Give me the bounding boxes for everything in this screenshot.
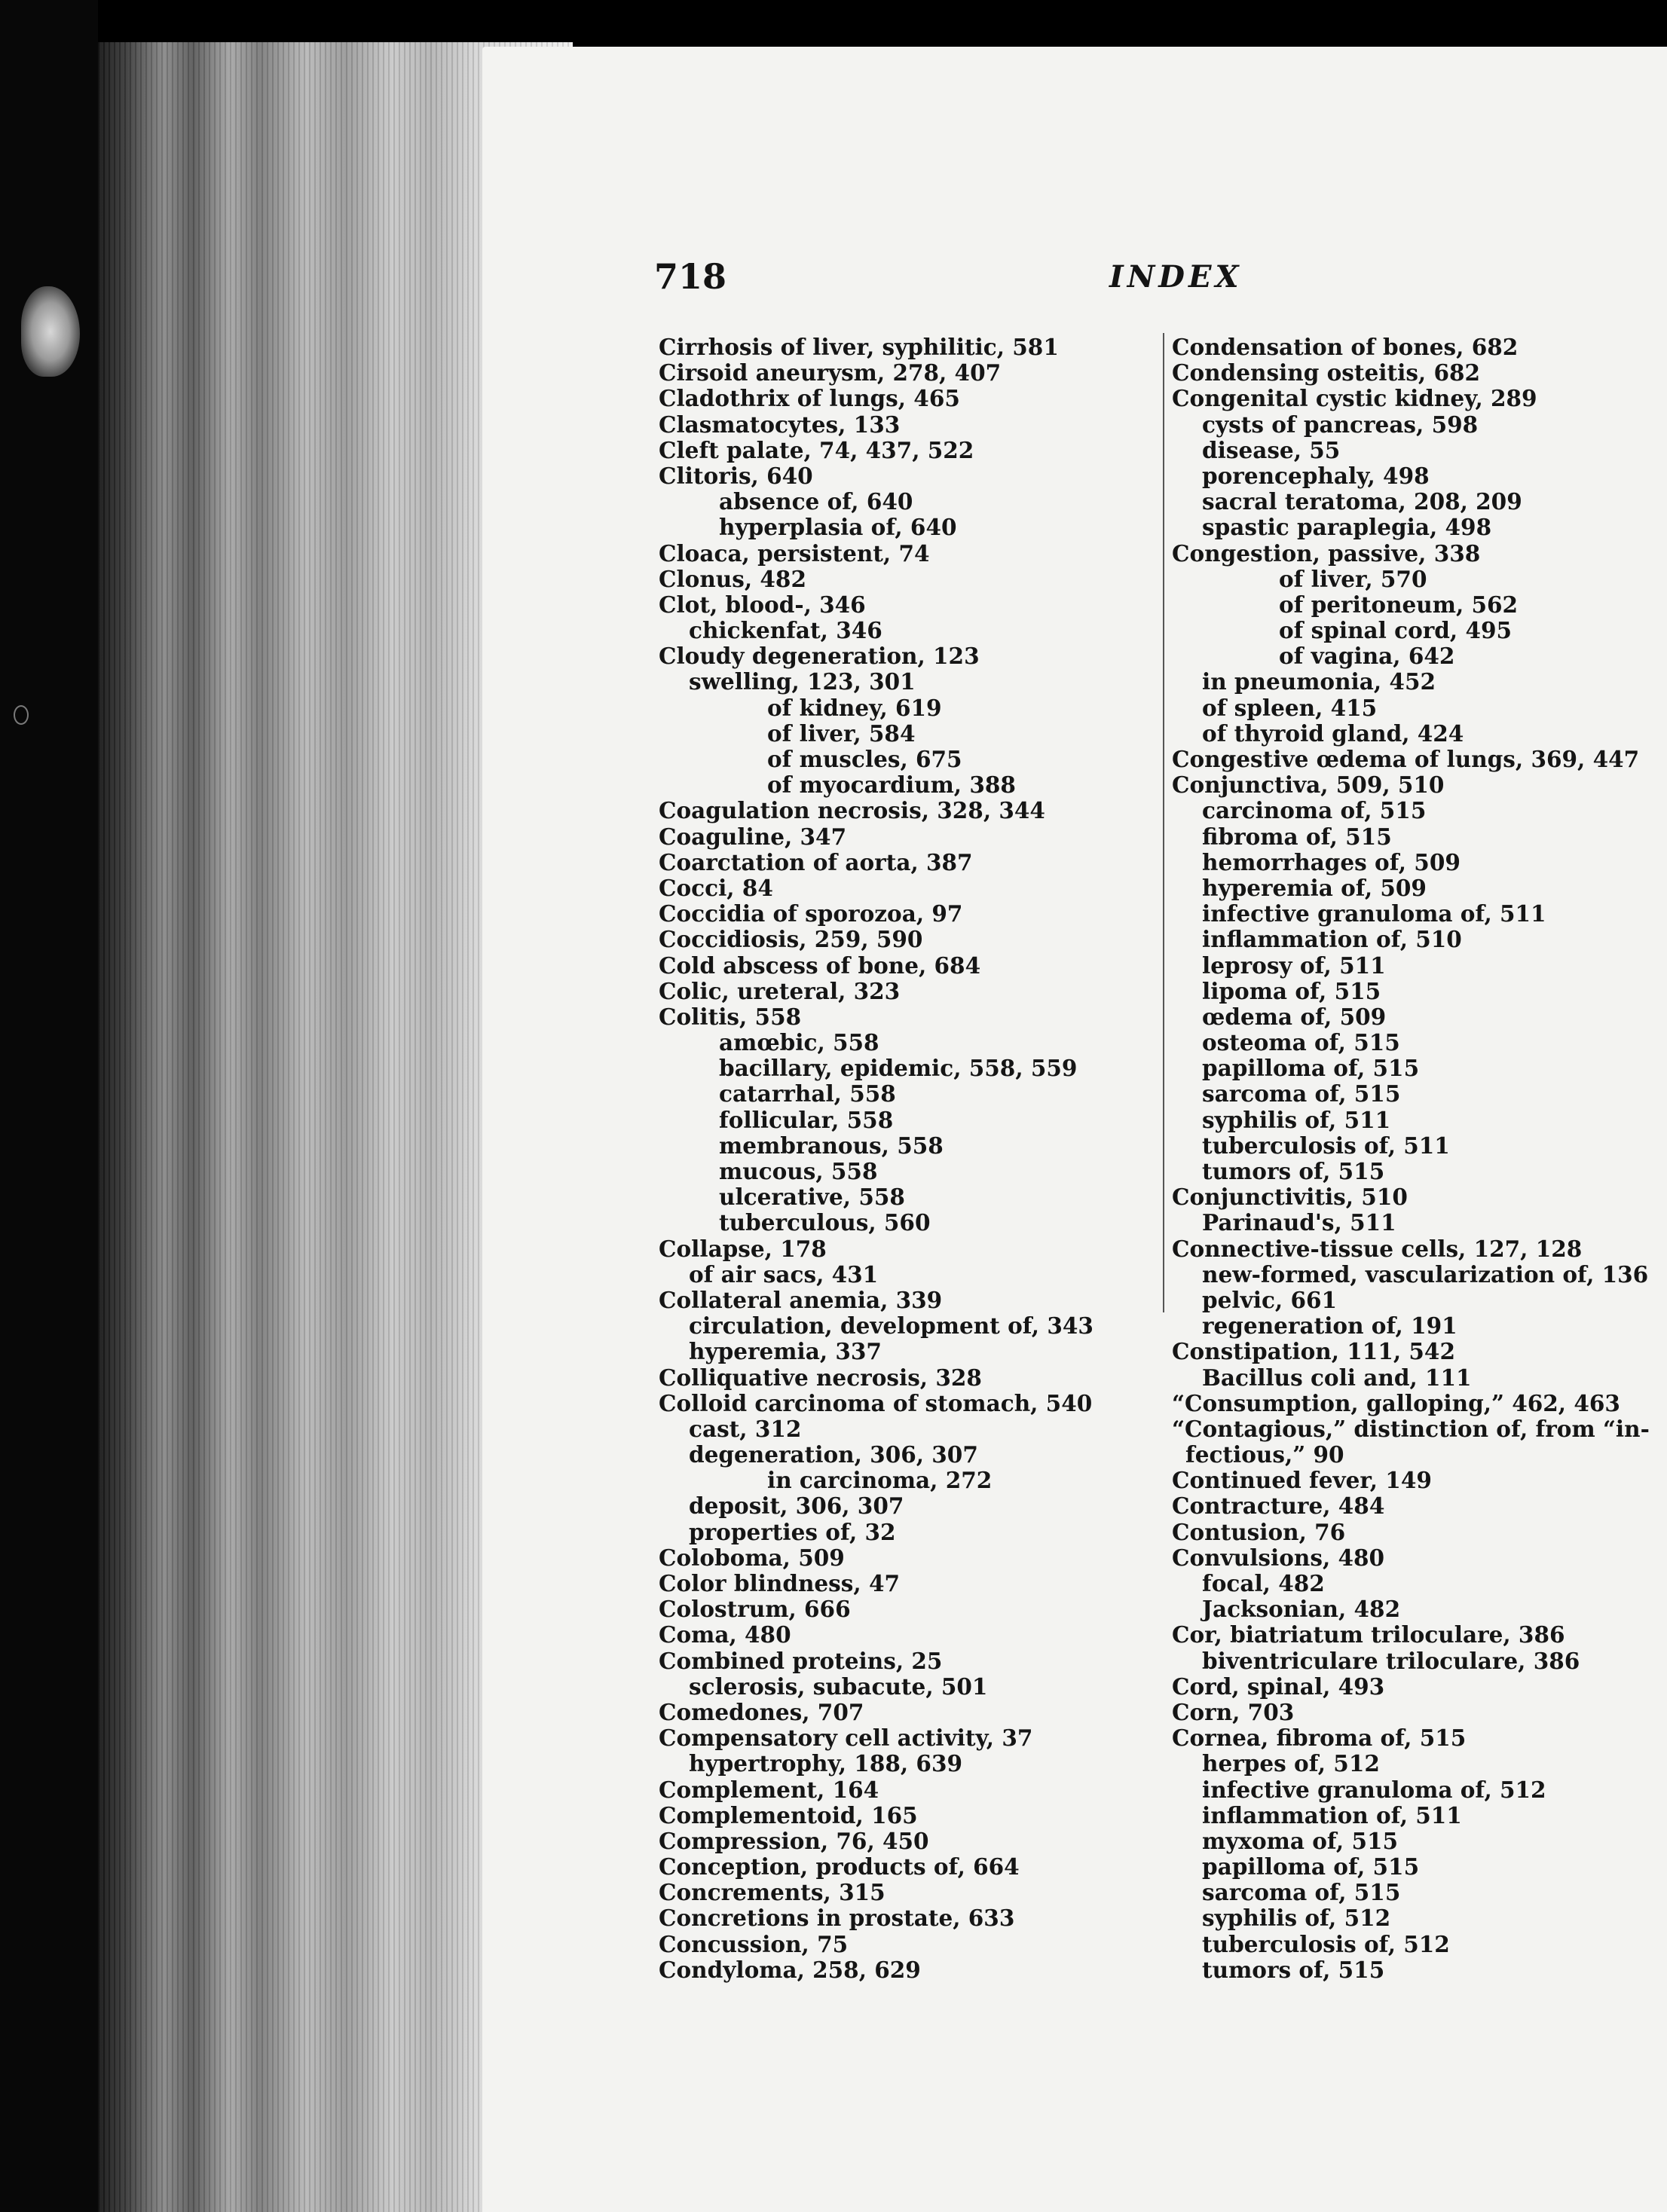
index-entry: Coaguline, 347 (659, 823, 847, 850)
index-entry: Coagulation necrosis, 328, 344 (659, 797, 1045, 824)
index-entry: spastic paraplegia, 498 (1202, 514, 1492, 541)
index-entry: cysts of pancreas, 598 (1202, 411, 1479, 438)
index-entry: Corn, 703 (1172, 1698, 1295, 1725)
index-entry: Cold abscess of bone, 684 (659, 952, 981, 979)
index-entry: Cord, spinal, 493 (1172, 1673, 1385, 1700)
index-entry: hyperemia, 337 (689, 1338, 882, 1365)
index-entry: Coccidia of sporozoa, 97 (659, 900, 963, 927)
index-entry: Congestive œdema of lungs, 369, 447 (1172, 746, 1640, 772)
index-entry: Clot, blood-, 346 (659, 591, 866, 618)
index-entry: of air sacs, 431 (689, 1260, 879, 1288)
index-entry: hyperemia of, 509 (1202, 874, 1427, 901)
index-entry: tuberculosis of, 511 (1202, 1132, 1450, 1159)
index-entry: sacral teratoma, 208, 209 (1202, 488, 1522, 515)
index-entry: Concrements, 315 (659, 1879, 885, 1906)
index-entry: biventriculare triloculare, 386 (1202, 1647, 1580, 1674)
index-entry: of liver, 584 (767, 720, 916, 747)
index-entry: myxoma of, 515 (1202, 1827, 1399, 1854)
index-entry: Conjunctivitis, 510 (1172, 1184, 1408, 1211)
index-entry: Cladothrix of lungs, 465 (659, 385, 960, 412)
index-entry: hemorrhages of, 509 (1202, 848, 1461, 875)
index-entry: Clitoris, 640 (659, 462, 813, 489)
index-entry: properties of, 32 (689, 1518, 896, 1545)
index-entry: papilloma of, 515 (1202, 1055, 1420, 1082)
index-entry: circulation, development of, 343 (689, 1312, 1093, 1340)
index-entry: pelvic, 661 (1202, 1286, 1338, 1313)
index-entry: degeneration, 306, 307 (689, 1441, 978, 1468)
index-entry: infective granuloma of, 511 (1202, 900, 1546, 927)
index-entry: mucous, 558 (719, 1158, 878, 1184)
index-entry: infective granuloma of, 512 (1202, 1776, 1546, 1803)
page-number: 718 (654, 256, 727, 297)
index-entry: tumors of, 515 (1202, 1956, 1385, 1983)
index-entry: herpes of, 512 (1202, 1750, 1380, 1777)
index-entry: Contracture, 484 (1172, 1492, 1385, 1520)
index-entry: tuberculous, 560 (719, 1209, 931, 1236)
index-entry: of thyroid gland, 424 (1202, 720, 1464, 747)
index-entry: hyperplasia of, 640 (719, 514, 957, 541)
index-entry: hypertrophy, 188, 639 (689, 1750, 963, 1777)
index-column-left (659, 335, 1186, 1983)
index-entry: sarcoma of, 515 (1202, 1080, 1401, 1108)
index-entry: Cleft palate, 74, 437, 522 (659, 436, 974, 463)
book-page (482, 47, 1667, 2212)
index-entry: Color blindness, 47 (659, 1570, 900, 1596)
index-entry: Cirsoid aneurysm, 278, 407 (659, 359, 1002, 386)
index-entry: catarrhal, 558 (719, 1080, 896, 1108)
index-entry: Conception, products of, 664 (659, 1853, 1020, 1881)
index-entry: Concretions in prostate, 633 (659, 1905, 1015, 1932)
index-entry: Coccidiosis, 259, 590 (659, 926, 923, 953)
index-entry: porencephaly, 498 (1202, 462, 1430, 489)
index-entry: papilloma of, 515 (1202, 1853, 1420, 1881)
index-entry: of muscles, 675 (767, 746, 962, 772)
index-entry: fibroma of, 515 (1202, 823, 1392, 850)
index-entry: ulcerative, 558 (719, 1184, 905, 1211)
index-entry: Cornea, fibroma of, 515 (1172, 1725, 1467, 1752)
index-entry: “Consumption, galloping,” 462, 463 (1172, 1389, 1620, 1416)
index-entry: Clasmatocytes, 133 (659, 411, 901, 438)
running-head: INDEX (1109, 259, 1243, 295)
index-entry: Bacillus coli and, 111 (1202, 1364, 1472, 1391)
index-entry: “Contagious,” distinction of, from “in- (1172, 1415, 1650, 1442)
index-entry: Parinaud's, 511 (1202, 1209, 1396, 1236)
index-entry: Condensing osteitis, 682 (1172, 359, 1481, 386)
index-entry: Clonus, 482 (659, 565, 806, 592)
index-entry: of kidney, 619 (767, 694, 942, 721)
index-entry: Convulsions, 480 (1172, 1544, 1385, 1571)
index-entry: in carcinoma, 272 (767, 1467, 993, 1494)
index-entry: Coarctation of aorta, 387 (659, 848, 973, 875)
index-entry: Coma, 480 (659, 1621, 791, 1648)
index-entry: Condyloma, 258, 629 (659, 1956, 921, 1983)
index-entry: of vagina, 642 (1279, 643, 1455, 670)
index-entry: Conjunctiva, 509, 510 (1172, 771, 1445, 799)
index-entry: Cirrhosis of liver, syphilitic, 581 (659, 334, 1059, 360)
scan-blot-mark (21, 286, 80, 377)
index-entry: Jacksonian, 482 (1202, 1596, 1401, 1623)
index-column-right (1172, 335, 1665, 1983)
index-entry: Congenital cystic kidney, 289 (1172, 385, 1537, 412)
index-entry: Congestion, passive, 338 (1172, 539, 1481, 567)
index-entry: Collateral anemia, 339 (659, 1286, 943, 1313)
index-entry: Complementoid, 165 (659, 1801, 918, 1829)
index-entry: tumors of, 515 (1202, 1158, 1385, 1184)
index-entry: leprosy of, 511 (1202, 952, 1386, 979)
index-entry: Compression, 76, 450 (659, 1827, 929, 1854)
index-entry: Colostrum, 666 (659, 1596, 851, 1623)
index-entry: Concussion, 75 (659, 1930, 849, 1957)
index-entry: absence of, 640 (719, 488, 913, 515)
index-entry: tuberculosis of, 512 (1202, 1930, 1450, 1957)
index-entry: of peritoneum, 562 (1279, 591, 1519, 618)
index-entry: chickenfat, 346 (689, 617, 882, 644)
index-entry: bacillary, epidemic, 558, 559 (719, 1055, 1078, 1082)
index-entry: of myocardium, 388 (767, 771, 1016, 799)
index-entry: disease, 55 (1202, 436, 1341, 463)
index-entry: of spleen, 415 (1202, 694, 1378, 721)
index-entry: Coloboma, 509 (659, 1544, 845, 1571)
index-entry: deposit, 306, 307 (689, 1492, 904, 1520)
index-entry: amœbic, 558 (719, 1029, 879, 1056)
index-entry: Cloaca, persistent, 74 (659, 539, 930, 567)
index-entry: Complement, 164 (659, 1776, 879, 1803)
index-entry: syphilis of, 511 (1202, 1106, 1391, 1133)
index-entry: œdema of, 509 (1202, 1003, 1387, 1030)
index-entry: new-formed, vascularization of, 136 (1202, 1260, 1649, 1288)
index-entry: syphilis of, 512 (1202, 1905, 1391, 1932)
index-entry: osteoma of, 515 (1202, 1029, 1400, 1056)
index-entry: follicular, 558 (719, 1106, 894, 1133)
index-entry: Connective-tissue cells, 127, 128 (1172, 1235, 1583, 1262)
scan-ring-mark (14, 705, 29, 725)
index-entry: Combined proteins, 25 (659, 1647, 943, 1674)
index-entry: Cloudy degeneration, 123 (659, 643, 980, 670)
index-entry: of liver, 570 (1279, 565, 1427, 592)
index-entry: in pneumonia, 452 (1202, 668, 1436, 695)
index-entry: sclerosis, subacute, 501 (689, 1673, 988, 1700)
index-entry: Contusion, 76 (1172, 1518, 1346, 1545)
index-entry: swelling, 123, 301 (689, 668, 916, 695)
index-entry: carcinoma of, 515 (1202, 797, 1427, 824)
index-entry: Comedones, 707 (659, 1698, 864, 1725)
index-entry: Cor, biatriatum triloculare, 386 (1172, 1621, 1565, 1648)
index-entry: focal, 482 (1202, 1570, 1325, 1596)
index-entry: lipoma of, 515 (1202, 977, 1381, 1004)
index-entry: membranous, 558 (719, 1132, 944, 1159)
index-entry: cast, 312 (689, 1415, 802, 1442)
index-entry: Condensation of bones, 682 (1172, 334, 1519, 360)
index-entry: Cocci, 84 (659, 874, 773, 901)
index-entry: Compensatory cell activity, 37 (659, 1725, 1033, 1752)
index-entry: Colitis, 558 (659, 1003, 802, 1030)
index-entry: Collapse, 178 (659, 1235, 827, 1262)
index-entry: fectious,” 90 (1185, 1441, 1344, 1468)
index-entry: Colliquative necrosis, 328 (659, 1364, 982, 1391)
index-entry: sarcoma of, 515 (1202, 1879, 1401, 1906)
index-entry: inflammation of, 511 (1202, 1801, 1462, 1829)
page-header (482, 256, 1667, 309)
index-entry: Constipation, 111, 542 (1172, 1338, 1455, 1365)
index-entry: regeneration of, 191 (1202, 1312, 1457, 1340)
index-entry: Colic, ureteral, 323 (659, 977, 901, 1004)
index-entry: of spinal cord, 495 (1279, 617, 1513, 644)
column-rule (1163, 333, 1164, 1312)
scan-top-border (0, 0, 1667, 48)
index-entry: Colloid carcinoma of stomach, 540 (659, 1389, 1093, 1416)
index-entry: inflammation of, 510 (1202, 926, 1462, 953)
index-entry: Continued fever, 149 (1172, 1467, 1432, 1494)
